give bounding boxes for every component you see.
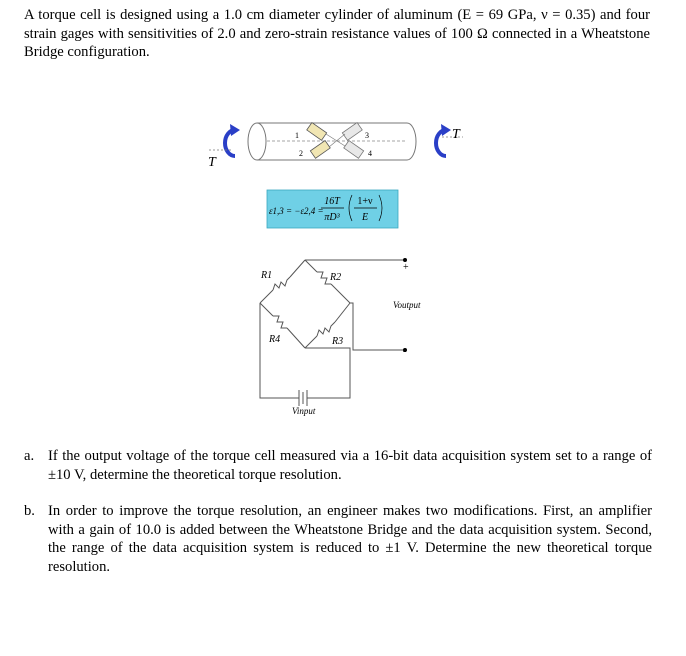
gage-label-3: 3 — [365, 131, 369, 140]
gage-1 — [307, 123, 327, 141]
gage-label-2: 2 — [299, 149, 303, 158]
gage-2 — [310, 141, 330, 159]
gage-4 — [344, 141, 364, 159]
question-a-text: If the output voltage of the torque cell measured via a 16-bit data acquisition system set to a range of ±10 V, determine the theoretical torque resolution. — [48, 448, 652, 483]
equation-numerator: 16T — [324, 196, 340, 207]
output-voltage-label: Voutput — [393, 300, 421, 310]
resistor-label-r3: R3 — [332, 336, 344, 347]
torque-label-left: T — [208, 155, 216, 170]
strain-gages — [295, 123, 372, 159]
resistor-r2-icon — [317, 272, 331, 284]
problem-intro-text: A torque cell is designed using a 1.0 cm diameter cylinder of aluminum (E = 69 GPa, ν = 0.35) and four strain gages with sensitivities of 2.0 and zero-strain resistance values of 100 Ω connected in a Wheatstone Bridge configuration. — [24, 7, 650, 60]
strain-equation — [267, 190, 398, 228]
torque-cell-figure — [195, 110, 485, 430]
resistor-label-r4: R4 — [269, 334, 281, 345]
equation-lhs: ε1,3 = −ε2,4 = — [269, 206, 324, 216]
question-b-text: In order to improve the torque resolution, an engineer makes two modifications. First, an amplifier with a gain of 10.0 is added between the Wheatstone Bridge and the data acquisition system. Second, the range of the data acquisition system is reduced to ±1 V. Determine the new theoretical torque resolution. — [48, 503, 652, 575]
equation-paren-denominator: E — [361, 212, 369, 223]
resistor-label-r1: R1 — [261, 270, 273, 281]
gage-label-4: 4 — [368, 149, 372, 158]
resistor-label-r2: R2 — [330, 272, 342, 283]
problem-statement — [24, 6, 650, 62]
torque-cell-diagram — [195, 110, 485, 430]
torque-label-right: T — [452, 127, 460, 142]
question-a-label: a. — [24, 448, 35, 464]
gage-3 — [342, 123, 362, 141]
resistor-r4-icon — [273, 316, 287, 328]
question-b-label: b. — [24, 503, 35, 519]
torque-arrow-left-icon — [209, 124, 240, 156]
equation-paren-numerator: 1+ν — [357, 196, 373, 207]
resistor-r1-icon — [273, 277, 290, 290]
battery-icon — [299, 390, 307, 406]
resistor-r3-icon — [317, 322, 335, 336]
output-minus-sign: - — [403, 346, 407, 357]
output-plus-sign: + — [403, 262, 409, 273]
gage-label-1: 1 — [295, 131, 299, 140]
aluminum-cylinder — [248, 123, 416, 160]
equation-denominator: πD³ — [324, 212, 340, 223]
input-voltage-label: Vinput — [292, 406, 316, 416]
